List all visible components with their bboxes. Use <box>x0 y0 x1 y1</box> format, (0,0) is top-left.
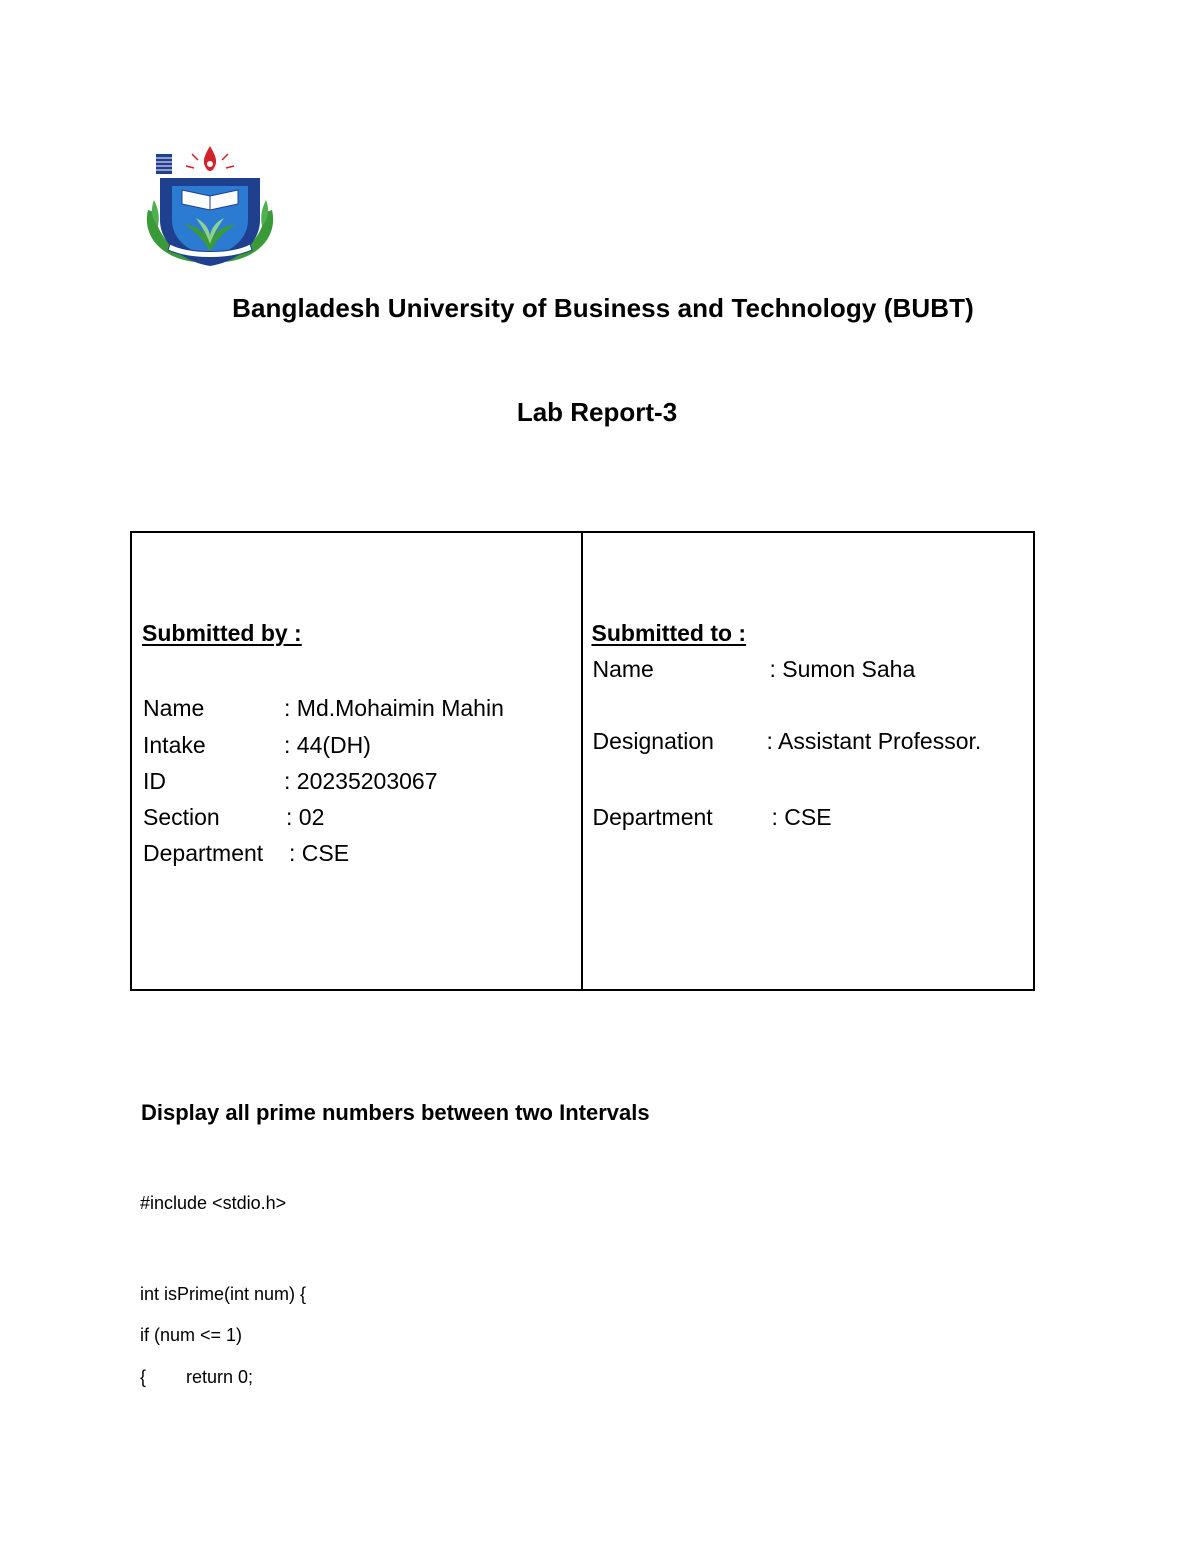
field-label: Designation <box>592 728 714 754</box>
field-label: Name <box>592 656 654 682</box>
field-label: Department <box>592 804 713 830</box>
field-label: Name <box>143 695 205 721</box>
university-logo <box>140 140 280 270</box>
report-title: Lab Report-3 <box>516 397 678 427</box>
bubt-crest-logo-icon <box>140 140 280 270</box>
field-value: : Assistant Professor. <box>766 728 982 754</box>
field-value: : 20235203067 <box>284 768 438 794</box>
code-line: int isPrime(int num) { <box>140 1284 307 1304</box>
field-value: : CSE <box>289 840 350 866</box>
field-value: : Sumon Saha <box>769 656 916 682</box>
field-label: Intake <box>143 732 206 758</box>
submitted-by-heading: Submitted by : <box>142 620 302 646</box>
field-label: Section <box>143 804 220 830</box>
submitted-by-column <box>132 533 583 989</box>
code-line: #include <stdio.h> <box>140 1193 287 1213</box>
field-value: : 02 <box>286 804 325 830</box>
code-line: { return 0; <box>140 1367 254 1387</box>
submitted-to-heading: Submitted to : <box>591 620 747 646</box>
field-label: Department <box>143 840 264 866</box>
code-line: if (num <= 1) <box>140 1325 243 1345</box>
field-value: : 44(DH) <box>284 732 371 758</box>
problem-title: Display all prime numbers between two Intervals <box>141 1100 650 1125</box>
field-value: : CSE <box>771 804 832 830</box>
field-label: ID <box>143 768 166 794</box>
university-title: Bangladesh University of Business and Technology (BUBT) <box>232 293 974 323</box>
submitted-to-column <box>583 533 1034 989</box>
field-value: : Md.Mohaimin Mahin <box>284 695 504 721</box>
submission-info-table <box>130 531 1035 991</box>
